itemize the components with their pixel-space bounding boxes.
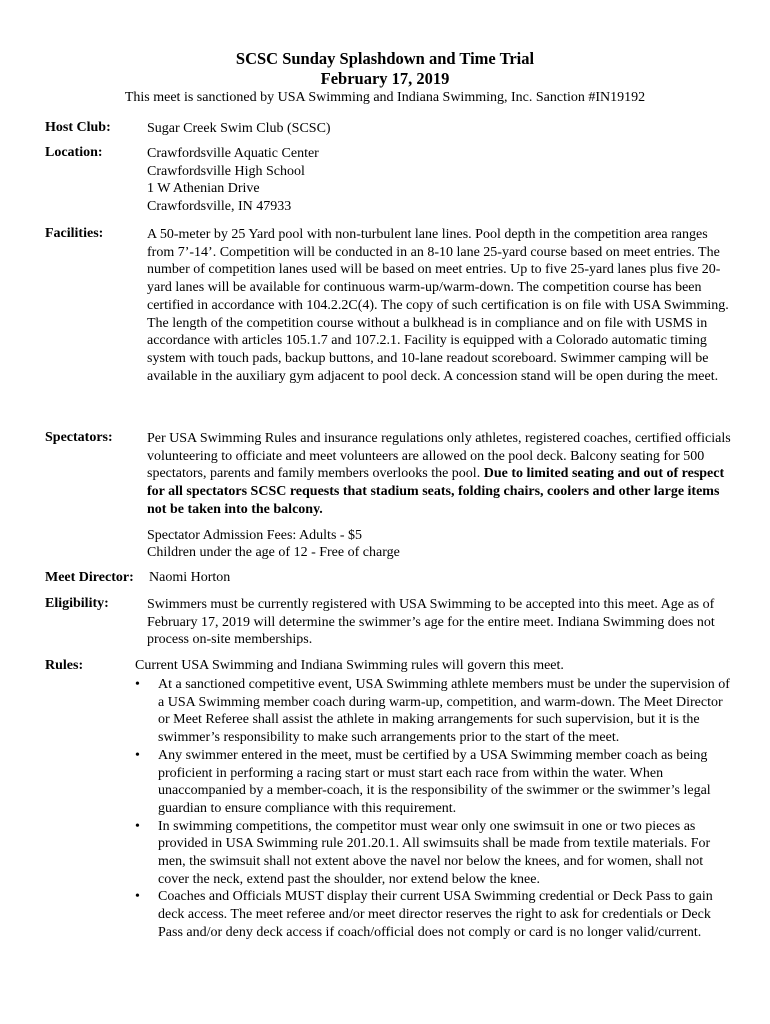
bullet-icon: • (135, 677, 140, 692)
rules-label: Rules: (45, 658, 84, 673)
rule-text: Coaches and Officials MUST display their current USA Swimming credential or Deck Pass to gain deck access. The meet referee and/or meet director reserves the right to ask for credentials or Deck Pass and/or deny deck access if coach/official does not comply or card is no longer valid/current. (158, 889, 713, 940)
rules-intro: Current USA Swimming and Indiana Swimming rules will govern this meet. (135, 658, 564, 673)
facilities-paragraph: A 50-meter by 25 Yard pool with non-turbulent lane lines. Pool depth in the competition area ranges from 7’-14’. Competition will be conducted in an 8-10 lane 25-yard course based on meet entries. The number of competition lanes used will be based on meet entries. Up to five 25-yard lanes plus five 20-yard lanes will be available for continuous warm-up/warm-down. The competition course has been certified in accordance with 104.2.2C(4). The copy of such certification is on file with USA Swimming. (147, 227, 729, 313)
host-club-value: Sugar Creek Swim Club (SCSC) (147, 121, 331, 136)
meet-title: SCSC Sunday Splashdown and Time Trial (235, 49, 535, 68)
eligibility-label: Eligibility: (45, 596, 109, 611)
rules-list-item (135, 676, 732, 747)
meet-date: February 17, 2019 (320, 69, 450, 88)
location-line: Crawfordsville Aquatic Center (147, 146, 319, 161)
rule-text: Any swimmer entered in the meet, must be certified by a USA Swimming member coach as being proficient in performing a racing start or must start each race from within the water. When unaccompanied by a member-coach, it is the responsibility of the swimmer or the swimmer’s legal guardian to ensure compliance with this requirement. (158, 747, 711, 816)
location-line: 1 W Athenian Drive (147, 181, 260, 197)
spectator-fees-children: Children under the age of 12 - Free of charge (147, 545, 400, 561)
spectators-text: Per USA Swimming Rules and insurance regulations only athletes, registered coaches, certified officials volunteering to officiate and meet volunteers are allowed on the pool deck. Balcony seating for 500 spectators, parents and family members overlooks the pool. (147, 431, 731, 482)
sanction-statement: This meet is sanctioned by USA Swimming and Indiana Swimming, Inc. Sanction #IN19192 (124, 90, 646, 105)
rule-text: In swimming competitions, the competitor must wear only one swimsuit in one or two pieces as provided in USA Swimming rule 201.20.1. All swimsuits shall be made from textile materials. For men, the swimsuit shall not extent above the navel nor below the knees, and for women, shall not cover the neck, extend past the shoulder, nor extend below the knee. (158, 818, 711, 887)
bullet-icon: • (135, 747, 140, 763)
rules-list-item (135, 747, 732, 818)
bullet-icon: • (135, 889, 140, 905)
spectator-fees-adults: Spectator Admission Fees: Adults - $5 (147, 527, 363, 543)
rule-text: At a sanctioned competitive event, USA Swimming athlete members must be under the supervision of a USA Swimming member coach during warm-up, competition, and warm-down. The Meet Director or Meet Referee shall assist the athlete in making arrangements for such supervision, but it is the swimmer’s responsibility to make such arrangements prior to the start of the meet. (158, 677, 730, 746)
location-line: Crawfordsville High School (147, 163, 305, 179)
spectators-description (147, 430, 732, 562)
rules-list-item (135, 888, 732, 941)
spectators-paragraph (147, 430, 732, 519)
eligibility-text: Swimmers must be currently registered with USA Swimming to be accepted into this meet. Age as of February 17, 2019 will determine the swimmer’s age for the entire meet. Indiana Swimming does not process on-site memberships. (147, 597, 715, 648)
location-address (147, 145, 732, 216)
location-label: Location: (45, 145, 103, 160)
location-line: Crawfordsville, IN 47933 (147, 199, 292, 215)
meet-director-label: Meet Director: (45, 570, 134, 585)
bullet-icon: • (135, 818, 140, 834)
facilities-paragraph: The length of the competition course without a bulkhead is in compliance and on file with USMS in accordance with articles 105.1.7 and 107.2.1. Facility is equipped with a Colorado automatic timing system with touch pads, backup buttons, and 10-lane readout scoreboard. Swimmer camping will be available in the auxiliary gym adjacent to pool deck. A concession stand will be open during the meet. (147, 315, 719, 384)
rules-list (135, 676, 732, 942)
meet-director-name: Naomi Horton (149, 570, 231, 585)
facilities-label: Facilities: (45, 226, 104, 241)
rules-list-item (135, 818, 732, 889)
spectators-balcony-notice: Due to limited seating and out of respect for all spectators SCSC requests that stadium seats, folding chairs, coolers and other large items not be taken into the balcony. (147, 466, 725, 517)
host-club-label: Host Club: (45, 120, 111, 135)
facilities-description (147, 226, 732, 385)
spectators-label: Spectators: (45, 430, 113, 445)
